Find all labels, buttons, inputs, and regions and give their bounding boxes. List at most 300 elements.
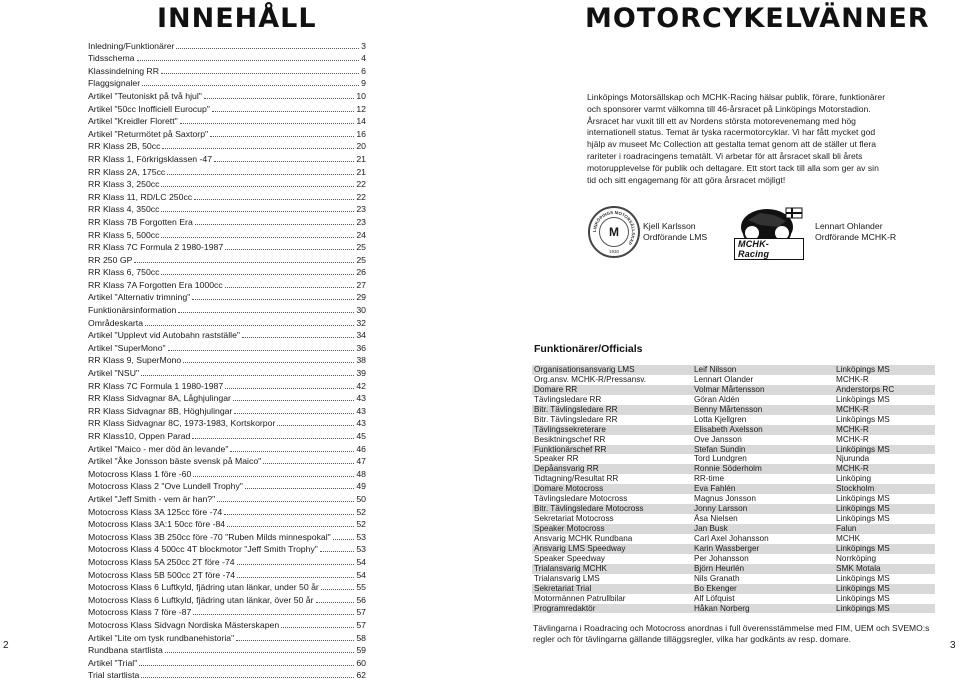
official-role: Trialansvarig LMS (534, 573, 600, 583)
official-role: Speaker Motocross (534, 524, 605, 533)
official-name: Eva Fahlén (694, 484, 736, 494)
official-club: MCHK (836, 533, 861, 543)
toc-entry (88, 278, 366, 291)
toc-entry (88, 354, 366, 367)
toc-entry (88, 215, 366, 228)
toc-entry-page: 43 (356, 418, 366, 429)
official-role: Funktionärschef RR (534, 444, 607, 454)
toc-leader-dots (161, 237, 354, 238)
signatory-name: Kjell Karlsson (643, 221, 696, 231)
toc-entry-title: RR Klass 7A Forgotten Era 1000cc (88, 279, 223, 290)
official-name: Bo Ekenger (694, 583, 737, 593)
toc-entry (88, 190, 366, 203)
toc-entry-page: 24 (356, 229, 366, 240)
official-role: Speaker Speedway (534, 553, 606, 563)
official-name: Ove Jansson (694, 434, 742, 444)
toc-entry-title: RR Klass 1, Förkrigsklassen -47 (88, 153, 213, 164)
toc-entry-title: Motocross Klass 3B 250cc före -70 "Ruben Milds minnespokal" (88, 531, 331, 542)
official-club: Linköpings MS (836, 504, 890, 514)
logo-text: MCHK-Racing (734, 238, 804, 260)
official-name: Elisabeth Axelsson (694, 424, 763, 434)
toc-entry-title: Artikel "SuperMono" (88, 342, 166, 353)
toc-entry-title: RR Klass 7B Forgotten Era (88, 216, 193, 227)
badge-monogram: M (599, 217, 629, 247)
toc-leader-dots (161, 274, 354, 275)
toc-leader-dots (180, 123, 355, 124)
official-role: Tävlingsledare Motocross (534, 494, 628, 504)
official-club: Linköpings MS (836, 514, 890, 524)
toc-entry (88, 555, 366, 568)
table-row (532, 604, 935, 614)
toc-entry (88, 203, 366, 216)
official-club: MCHK-R (836, 464, 869, 474)
toc-entry (88, 366, 366, 379)
toc-leader-dots (233, 400, 354, 401)
toc-entry (88, 165, 366, 178)
toc-entry-title: Artikel "Returmötet på Saxtorp" (88, 128, 209, 139)
toc-entry-title: Artikel "50cc Inofficiell Eurocup" (88, 103, 210, 114)
toc-entry (88, 631, 366, 644)
toc-entry (88, 568, 366, 581)
toc-entry-page: 10 (356, 90, 366, 101)
toc-entry-title: Motocross Klass 3A:1 50cc före -84 (88, 519, 226, 530)
official-club: Linköpings MS (836, 414, 890, 424)
toc-entry-title: Klassindelning RR (88, 65, 159, 76)
toc-entry-title: Artikel "Kreidler Florett" (88, 116, 178, 127)
toc-leader-dots (178, 312, 354, 313)
official-club: Njurunda (836, 454, 870, 464)
toc-leader-dots (236, 640, 354, 641)
toc-entry-title: RR Klass 4, 350cc (88, 204, 160, 215)
toc-entry (88, 404, 366, 417)
toc-entry-title: Motocross Klass Sidvagn Nordiska Mästerskapen (88, 619, 280, 630)
toc-entry-page: 21 (356, 153, 366, 164)
toc-entry-title: Motocross Klass 6 Luftkyld, fjädring utan länkar, över 50 år (88, 594, 314, 605)
official-club: SMK Motala (836, 563, 881, 573)
official-club: Norrköping (836, 553, 877, 563)
toc-entry (88, 39, 366, 52)
toc-entry-title: Tidsschema (88, 53, 135, 64)
lms-badge-logo (588, 206, 640, 258)
official-name: Göran Aldén (694, 394, 740, 404)
toc-entry-title: RR Klass 11, RD/LC 250cc (88, 191, 193, 202)
toc-leader-dots (224, 514, 354, 515)
toc-entry (88, 429, 366, 442)
toc-entry (88, 492, 366, 505)
toc-entry (88, 644, 366, 657)
toc-entry (88, 140, 366, 153)
toc-entry-title: Funktionärsinformation (88, 305, 177, 316)
official-club: Linköpings MS (836, 573, 890, 583)
toc-entry-page: 55 (356, 582, 366, 593)
page-title-contents: INNEHÅLL (157, 3, 317, 34)
rules-footnote: Tävlingarna i Roadracing och Motocross anordnas i full överensstämmelse med FIM, UEM och SVEMO:s regler och för tävlingarna gällande tilläggsregler, vilka har godkänts av resp. domare. (533, 623, 930, 644)
toc-entry (88, 480, 366, 493)
badge-ring-text: LINKÖPINGS MOTORSÄLLSKAP (591, 209, 637, 246)
toc-entry-title: Artikel "Maico - mer död än levande" (88, 443, 229, 454)
toc-entry-title: RR 250 GP (88, 254, 133, 265)
official-role: Trialansvarig MCHK (534, 563, 607, 573)
toc-entry-title: RR Klass 6, 750cc (88, 267, 160, 278)
toc-entry-page: 45 (356, 431, 366, 441)
toc-entry (88, 266, 366, 279)
toc-leader-dots (333, 539, 355, 540)
toc-entry (88, 606, 366, 619)
toc-entry-title: Områdeskarta (88, 317, 144, 328)
toc-leader-dots (212, 111, 354, 112)
table-row (532, 464, 935, 474)
toc-entry-title: Motocross Klass 4 500cc 4T blockmotor "Jeff Smith Trophy" (88, 544, 318, 555)
toc-entry-page: 16 (356, 128, 366, 139)
toc-entry-page: 53 (356, 544, 366, 555)
toc-entry-page: 59 (356, 645, 366, 656)
official-name: Tord Lundgren (694, 454, 747, 464)
toc-leader-dots (161, 73, 359, 74)
toc-entry-title: Artikel "Lite om tysk rundbanehistoria" (88, 632, 235, 643)
official-club: Linköpings MS (836, 494, 890, 504)
table-row (532, 375, 935, 385)
table-row (532, 554, 935, 564)
toc-entry (88, 593, 366, 606)
toc-entry-page: 20 (356, 141, 366, 152)
official-name: Jonny Larsson (694, 504, 748, 514)
toc-entry-page: 52 (356, 519, 366, 530)
official-name: Håkan Norberg (694, 603, 750, 613)
table-row (532, 415, 935, 425)
official-name: Lotta Kjellgren (694, 414, 747, 424)
welcome-paragraph-2: Årsracet har vuxit till ett av Nordens största motorevenemang med hög internationell status. Temat är tyska racermotorcyklar. Vi har fått mycket god hjälp av museet Mc Collection att gestalta temat genom att de ställer ut flera rariteter i roadracingens tematält. Vi arbetar för att årsracet skall bli årets motorupplevelse för publik och deltagare. Ett stort tack till alla som ger av sin tid och sitt engagemang för att göra årsracet möjligt! (587, 115, 879, 185)
toc-entry-title: Motocross Klass 2 "Ove Lundell Trophy" (88, 481, 243, 492)
page-number-left: 2 (3, 640, 9, 651)
toc-entry (88, 530, 366, 543)
toc-entry-title: Artikel "Jeff Smith - vem är han?" (88, 493, 216, 504)
official-role: Depåansvarig RR (534, 464, 599, 474)
toc-leader-dots (225, 287, 355, 288)
official-role: Bitr. Tävlingsledare RR (534, 414, 618, 424)
toc-entry (88, 152, 366, 165)
toc-entry-title: RR Klass 3, 250cc (88, 179, 160, 190)
official-name: RR-time (694, 474, 725, 484)
toc-entry (88, 618, 366, 631)
toc-entry-page: 48 (356, 468, 366, 479)
toc-entry-page: 46 (356, 443, 366, 454)
toc-entry-title: RR Klass 2A, 175cc (88, 166, 166, 177)
toc-leader-dots (141, 375, 354, 376)
toc-entry-page: 58 (356, 632, 366, 643)
toc-leader-dots (242, 337, 354, 338)
official-name: Nils Granath (694, 573, 740, 583)
official-role: Speaker RR (534, 454, 579, 464)
toc-entry (88, 455, 366, 468)
toc-leader-dots (137, 60, 360, 61)
toc-entry (88, 291, 366, 304)
toc-entry-page: 42 (356, 380, 366, 391)
toc-leader-dots (263, 463, 354, 464)
toc-entry (88, 656, 366, 669)
official-club: Linköpings MS (836, 543, 890, 553)
toc-leader-dots (193, 614, 354, 615)
official-name: Jan Busk (694, 524, 728, 533)
official-club: Linköpings MS (836, 394, 890, 404)
official-name: Ronnie Söderholm (694, 464, 762, 474)
toc-entry (88, 379, 366, 392)
toc-leader-dots (237, 577, 354, 578)
toc-entry-title: Rundbana startlista (88, 645, 163, 656)
toc-entry (88, 241, 366, 254)
toc-entry-title: RR Klass 2B, 50cc (88, 141, 161, 152)
official-name: Magnus Jonsson (694, 494, 756, 504)
toc-entry-title: RR Klass 9, SuperMono (88, 355, 182, 366)
toc-entry-page: 23 (356, 216, 366, 227)
toc-entry-page: 32 (356, 317, 366, 328)
table-row (532, 435, 935, 445)
toc-leader-dots (142, 85, 359, 86)
toc-leader-dots (161, 186, 354, 187)
toc-entry-title: Motocross Klass 5B 500cc 2T före -74 (88, 569, 236, 580)
page-title-motorcycle-friends: MOTORCYKELVÄNNER (585, 3, 930, 34)
toc-entry-title: RR Klass 7C Formula 1 1980-1987 (88, 380, 224, 391)
toc-entry-page: 62 (356, 670, 366, 681)
table-row (532, 504, 935, 514)
toc-entry (88, 505, 366, 518)
official-role: Tävlingsledare RR (534, 394, 602, 404)
official-role: Tidtagning/Resultat RR (534, 474, 619, 484)
toc-entry-page: 21 (356, 166, 366, 177)
toc-leader-dots (217, 501, 354, 502)
official-role: Domare Motocross (534, 484, 604, 494)
official-role: Bitr. Tävlingsledare RR (534, 404, 618, 414)
toc-entry-page: 56 (356, 594, 366, 605)
toc-leader-dots (193, 476, 354, 477)
toc-leader-dots (227, 526, 354, 527)
toc-entry (88, 115, 366, 128)
table-row (532, 514, 935, 524)
toc-entry-page: 22 (356, 191, 366, 202)
toc-entry-page: 53 (356, 531, 366, 542)
official-name: Per Johansson (694, 553, 749, 563)
toc-entry-page: 3 (361, 40, 366, 51)
mchk-racing-logo (730, 205, 804, 257)
official-club: MCHK-R (836, 374, 869, 384)
toc-entry (88, 52, 366, 65)
table-row (532, 425, 935, 435)
table-row (532, 484, 935, 494)
toc-entry-title: RR Klass10, Oppen Parad (88, 431, 191, 441)
toc-leader-dots (195, 224, 355, 225)
toc-leader-dots (210, 136, 354, 137)
official-role: Bitr. Tävlingsledare Motocross (534, 504, 644, 514)
toc-entry (88, 329, 366, 342)
toc-entry (88, 253, 366, 266)
toc-entry-title: Artikel "Upplevt vid Autobahn rastställe" (88, 330, 241, 341)
toc-entry-title: Artikel "Trial" (88, 657, 138, 668)
toc-entry-title: Artikel "NSU" (88, 368, 140, 379)
official-name: Carl Axel Johansson (694, 533, 769, 543)
official-role: Sekretariat Motocross (534, 514, 614, 524)
signatory-role: Ordförande LMS (643, 232, 708, 242)
toc-entry-page: 12 (356, 103, 366, 114)
toc-entry (88, 417, 366, 430)
toc-leader-dots (139, 665, 354, 666)
toc-entry-title: Artikel "Alternativ trimning" (88, 292, 191, 303)
toc-entry-title: Inledning/Funktionärer (88, 40, 175, 51)
toc-leader-dots (321, 589, 355, 590)
table-row (532, 365, 935, 375)
toc-entry-title: RR Klass Sidvagnar 8A, Låghjulingar (88, 393, 231, 404)
official-name: Leif Nilsson (694, 365, 737, 374)
official-name: Karin Wassberger (694, 543, 760, 553)
toc-entry-page: 23 (356, 204, 366, 215)
toc-leader-dots (214, 161, 354, 162)
toc-leader-dots (194, 199, 354, 200)
toc-leader-dots (161, 211, 354, 212)
toc-leader-dots (316, 602, 355, 603)
toc-entry-page: 50 (356, 493, 366, 504)
toc-leader-dots (192, 299, 354, 300)
toc-entry-page: 47 (356, 456, 366, 467)
welcome-paragraph-1: Linköpings Motorsällskap och MCHK-Racing hälsar publik, förare, funktionärer och sponsorer varmt välkomna till 46-årsracet på Linköpings Motorstadion. (587, 92, 886, 114)
table-row (532, 594, 935, 604)
toc-entry-page: 4 (361, 53, 366, 64)
toc-entry (88, 581, 366, 594)
toc-entry (88, 442, 366, 455)
official-name: Lennart Olander (694, 374, 754, 384)
table-row (532, 474, 935, 484)
toc-leader-dots (225, 388, 354, 389)
toc-entry (88, 64, 366, 77)
toc-entry-page: 39 (356, 368, 366, 379)
toc-entry-page: 26 (356, 267, 366, 278)
toc-leader-dots (277, 425, 354, 426)
official-role: Programredaktör (534, 603, 596, 613)
toc-leader-dots (168, 350, 355, 351)
toc-entry-page: 54 (356, 569, 366, 580)
official-club: Stockholm (836, 484, 875, 494)
toc-entry-title: RR Klass 7C Formula 2 1980-1987 (88, 242, 224, 253)
toc-entry-page: 29 (356, 292, 366, 303)
signatory-left (643, 221, 707, 243)
official-role: Besiktningschef RR (534, 434, 606, 444)
table-row (532, 454, 935, 464)
toc-leader-dots (230, 451, 354, 452)
official-club: Anderstorps RC (836, 384, 895, 394)
toc-entry (88, 102, 366, 115)
official-club: Falun (836, 524, 857, 533)
toc-entry-title: Motocross Klass 5A 250cc 2T före -74 (88, 556, 235, 567)
toc-leader-dots (141, 677, 354, 678)
official-role: Org.ansv. MCHK-R/Pressansv. (534, 374, 647, 384)
toc-entry-title: Motocross Klass 1 före -60 (88, 468, 192, 479)
toc-entry-page: 30 (356, 305, 366, 316)
toc-leader-dots (204, 98, 354, 99)
toc-entry-page: 36 (356, 342, 366, 353)
toc-entry-page: 52 (356, 506, 366, 517)
page-number-right: 3 (950, 640, 956, 651)
toc-entry (88, 77, 366, 90)
official-role: Ansvarig MCHK Rundbana (534, 533, 633, 543)
signatory-name: Lennart Ohlander (815, 221, 883, 231)
toc-entry-title: RR Klass Sidvagnar 8B, Höghjulingar (88, 405, 233, 416)
table-of-contents (88, 39, 366, 681)
welcome-text (587, 92, 887, 186)
official-role: Organisationsansvarig LMS (534, 365, 635, 374)
toc-entry (88, 518, 366, 531)
toc-entry-title: Artikel "Åke Jonsson bäste svensk på Maico" (88, 456, 262, 467)
official-name: Alf Löfquist (694, 593, 735, 603)
toc-entry-page: 6 (361, 65, 366, 76)
toc-leader-dots (134, 262, 354, 263)
table-row (532, 494, 935, 504)
toc-entry-page: 25 (356, 254, 366, 265)
official-club: Linköpings MS (836, 593, 890, 603)
toc-entry-title: Motocross Klass 6 Luftkyld, fjädring utan länkar, under 50 år (88, 582, 319, 593)
official-club: MCHK-R (836, 434, 869, 444)
toc-leader-dots (234, 413, 354, 414)
toc-entry-title: Artikel "Teutoniskt på två hjul" (88, 90, 202, 101)
toc-leader-dots (192, 438, 354, 439)
svg-text:LINKÖPINGS MOTORSÄLLSKAP (592, 210, 636, 246)
official-club: Linköpings MS (836, 365, 890, 374)
toc-leader-dots (167, 174, 354, 175)
toc-entry-page: 9 (361, 78, 366, 89)
toc-leader-dots (183, 362, 354, 363)
toc-entry-page: 43 (356, 393, 366, 404)
table-row (532, 584, 935, 594)
toc-entry (88, 89, 366, 102)
toc-leader-dots (162, 148, 354, 149)
toc-entry-page: 60 (356, 657, 366, 668)
toc-leader-dots (237, 564, 355, 565)
table-row (532, 395, 935, 405)
toc-entry (88, 178, 366, 191)
toc-leader-dots (281, 627, 354, 628)
toc-leader-dots (245, 488, 354, 489)
toc-entry-page: 43 (356, 405, 366, 416)
official-role: Sekretariat Trial (534, 583, 592, 593)
official-role: Tävlingssekreterare (534, 424, 606, 434)
table-row (532, 544, 935, 554)
official-name: Volmar Mårtensson (694, 384, 765, 394)
toc-leader-dots (145, 325, 354, 326)
official-name: Benny Mårtensson (694, 404, 763, 414)
toc-entry-page: 49 (356, 481, 366, 492)
table-row (532, 405, 935, 415)
official-name: Björn Heurlén (694, 563, 745, 573)
toc-entry (88, 303, 366, 316)
toc-entry (88, 467, 366, 480)
toc-entry-title: Motocross Klass 3A 125cc före -74 (88, 506, 223, 517)
lms-badge-ring (590, 208, 638, 256)
toc-entry (88, 669, 366, 681)
toc-entry (88, 228, 366, 241)
table-row (532, 445, 935, 455)
official-name: Åsa Nielsen (694, 514, 738, 524)
toc-entry-page: 27 (356, 279, 366, 290)
toc-entry-page: 14 (356, 116, 366, 127)
official-club: Linköping (836, 474, 872, 484)
signatory-right (815, 221, 896, 243)
official-club: Linköpings MS (836, 583, 890, 593)
toc-entry-page: 34 (356, 330, 366, 341)
toc-entry-title: RR Klass Sidvagnar 8C, 1973-1983, Kortskorpor (88, 418, 276, 429)
toc-entry-page: 57 (356, 619, 366, 630)
toc-entry (88, 127, 366, 140)
toc-leader-dots (320, 551, 354, 552)
toc-entry (88, 543, 366, 556)
official-club: Linköpings MS (836, 603, 890, 613)
toc-entry-title: Trial startlista (88, 670, 140, 681)
official-role: Motormännen Patrullbilar (534, 593, 626, 603)
